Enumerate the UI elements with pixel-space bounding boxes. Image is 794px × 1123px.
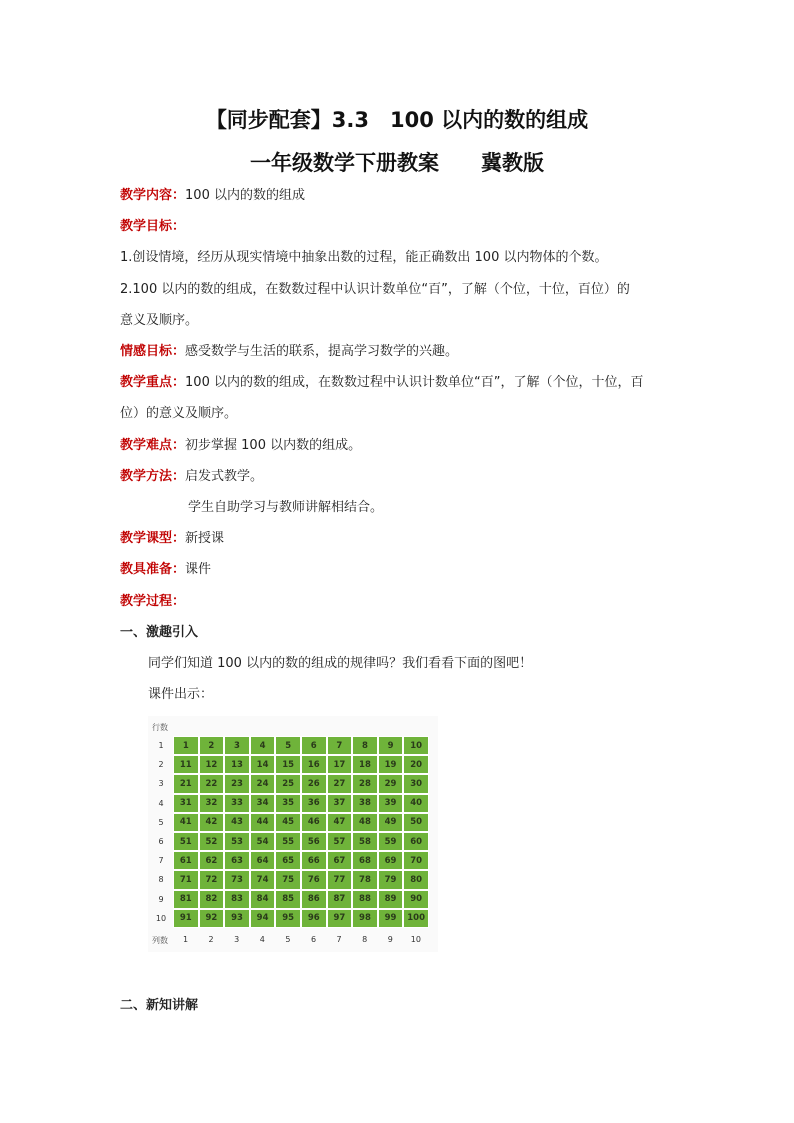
grid-cell: 100 (403, 909, 429, 928)
row-number: 6 (158, 837, 164, 846)
grid-cell: 98 (352, 909, 378, 928)
grid-cell: 56 (301, 832, 327, 851)
grid-cell: 5 (275, 736, 301, 755)
hundred-chart (148, 716, 438, 952)
emotion-line: 情感目标：感受数学与生活的联系，提高学习数学的兴趣。 (120, 344, 459, 359)
grid-cell: 26 (301, 774, 327, 793)
colon: ： (172, 188, 186, 203)
grid-cell: 68 (352, 851, 378, 870)
grid-cell: 40 (403, 794, 429, 813)
grid-cell: 80 (403, 870, 429, 889)
grid-cell: 62 (199, 851, 225, 870)
grid-cell: 65 (275, 851, 301, 870)
page-title: 【同步配套】3.3 100 以内的数的组成 (205, 108, 589, 132)
grid-cell: 11 (173, 755, 199, 774)
grid-cell: 43 (224, 813, 250, 832)
grid-cell: 46 (301, 813, 327, 832)
section-1-heading: 一、激趣引入 (120, 625, 199, 640)
row-number: 3 (158, 779, 164, 789)
grid-cell: 71 (173, 870, 199, 889)
goal-1: 1.创设情境，经历从现实情境中抽象出数的过程，能正确数出 100 以内物体的个数。 (120, 250, 608, 265)
content-line (120, 187, 690, 205)
grid-cell: 33 (224, 794, 250, 813)
grid-cell: 70 (403, 851, 429, 870)
grid-cell: 52 (199, 832, 225, 851)
grid-cell: 12 (199, 755, 225, 774)
grid-cell: 38 (352, 794, 378, 813)
grid-cell: 61 (173, 851, 199, 870)
grid-cell: 69 (378, 851, 404, 870)
grid-cell: 27 (327, 774, 353, 793)
row-number: 10 (155, 913, 167, 923)
process-line: 教学过程： (120, 594, 186, 609)
row-number: 1 (158, 741, 164, 750)
page-subtitle: 一年级数学下册教案 冀教版 (250, 151, 544, 175)
method-text-1: 启发式教学。 (185, 469, 264, 484)
grid-cell: 37 (327, 794, 353, 813)
grid-cell: 83 (224, 890, 250, 909)
grid-cell: 66 (301, 851, 327, 870)
method-text-2: 学生自助学习与教师讲解相结合。 (188, 500, 384, 515)
content-label: 教学内容 (120, 188, 173, 203)
goals-label: 教学目标 (120, 219, 173, 234)
row-number: 9 (158, 894, 164, 904)
grid-cell: 82 (199, 890, 225, 909)
goal-2-line2: 意义及顺序。 (120, 313, 199, 328)
grid-cell: 48 (352, 813, 378, 832)
grid-cell: 4 (250, 736, 276, 755)
grid-cell: 20 (403, 755, 429, 774)
grid-cell: 86 (301, 890, 327, 909)
grid-cell: 60 (403, 832, 429, 851)
grid-cell: 9 (378, 736, 404, 755)
intro-text: 同学们知道 100 以内的数的组成的规律吗？我们看看下面的图吧！ (148, 656, 533, 671)
grid-cell: 59 (378, 832, 404, 851)
grid-cell: 32 (199, 794, 225, 813)
grid-cell: 3 (224, 736, 250, 755)
difficulty-text: 初步掌握 100 以内数的组成。 (185, 438, 362, 453)
grid-cell: 31 (173, 794, 199, 813)
grid-cell: 96 (301, 909, 327, 928)
grid-cell: 36 (301, 794, 327, 813)
tools-label: 教具准备 (120, 562, 173, 577)
grid-cell: 74 (250, 870, 276, 889)
number-grid (173, 736, 429, 928)
grid-cell: 23 (224, 774, 250, 793)
grid-cell: 13 (224, 755, 250, 774)
grid-cell: 77 (327, 870, 353, 889)
grid-cell: 44 (250, 813, 276, 832)
grid-cell: 54 (250, 832, 276, 851)
grid-cell: 21 (173, 774, 199, 793)
row-number: 5 (158, 817, 164, 827)
grid-cell: 88 (352, 890, 378, 909)
difficulty-label: 教学难点 (120, 438, 173, 453)
grid-cell: 49 (378, 813, 404, 832)
column-number: 1 (182, 935, 189, 944)
column-number: 5 (285, 935, 291, 944)
column-number: 8 (362, 935, 368, 944)
grid-cell: 57 (327, 832, 353, 851)
grid-cell: 28 (352, 774, 378, 793)
process-label: 教学过程 (120, 594, 173, 609)
grid-cell: 79 (378, 870, 404, 889)
grid-cell: 14 (250, 755, 276, 774)
grid-cell: 6 (301, 736, 327, 755)
key-line: 教学重点：100 以内的数的组成，在数数过程中认识计数单位“百”，了解（个位，十位，百 (120, 375, 644, 390)
key-text-1: 100 以内的数的组成，在数数过程中认识计数单位“百”，了解（个位，十位，百 (185, 375, 644, 390)
grid-cell: 41 (173, 813, 199, 832)
grid-cell: 91 (173, 909, 199, 928)
column-number: 3 (234, 935, 240, 944)
grid-cell: 50 (403, 813, 429, 832)
grid-cell: 45 (275, 813, 301, 832)
row-number: 4 (158, 798, 164, 808)
tools-line: 教具准备：课件 (120, 562, 212, 577)
grid-cell: 95 (275, 909, 301, 928)
grid-cell: 34 (250, 794, 276, 813)
row-number: 8 (158, 875, 164, 885)
key-text-2: 位）的意义及顺序。 (120, 406, 238, 421)
grid-cell: 18 (352, 755, 378, 774)
grid-cell: 51 (173, 832, 199, 851)
grid-cell: 39 (378, 794, 404, 813)
row-number: 7 (158, 856, 164, 866)
grid-cell: 2 (199, 736, 225, 755)
grid-cell: 84 (250, 890, 276, 909)
col-axis-label: 列数 (152, 936, 168, 945)
grid-cell: 64 (250, 851, 276, 870)
grid-cell: 15 (275, 755, 301, 774)
grid-cell: 94 (250, 909, 276, 928)
grid-cell: 92 (199, 909, 225, 928)
column-number: 7 (336, 935, 342, 944)
column-number: 2 (208, 935, 214, 944)
column-number: 6 (310, 935, 317, 944)
grid-cell: 87 (327, 890, 353, 909)
grid-cell: 72 (199, 870, 225, 889)
grid-cell: 58 (352, 832, 378, 851)
grid-cell: 73 (224, 870, 250, 889)
grid-cell: 85 (275, 890, 301, 909)
grid-cell: 99 (378, 909, 404, 928)
grid-cell: 16 (301, 755, 327, 774)
grid-cell: 29 (378, 774, 404, 793)
grid-cell: 78 (352, 870, 378, 889)
method-label: 教学方法 (120, 469, 173, 484)
column-number: 10 (410, 935, 421, 944)
content-text: 100 以内的数的组成 (185, 188, 305, 203)
method-line: 教学方法：启发式教学。 (120, 469, 264, 484)
emotion-text: 感受数学与生活的联系，提高学习数学的兴趣。 (185, 344, 459, 359)
goals-line: 教学目标： (120, 219, 186, 234)
grid-cell: 22 (199, 774, 225, 793)
grid-cell: 75 (275, 870, 301, 889)
grid-cell: 53 (224, 832, 250, 851)
grid-cell: 1 (173, 736, 199, 755)
grid-cell: 93 (224, 909, 250, 928)
grid-cell: 35 (275, 794, 301, 813)
column-number: 9 (387, 935, 393, 944)
grid-cell: 81 (173, 890, 199, 909)
grid-cell: 19 (378, 755, 404, 774)
row-axis-label: 行数 (152, 723, 168, 732)
grid-cell: 30 (403, 774, 429, 793)
grid-cell: 17 (327, 755, 353, 774)
goal-2-line1: 2.100 以内的数的组成，在数数过程中认识计数单位“百”，了解（个位，十位，百位）的 (120, 282, 630, 297)
show-text: 课件出示： (148, 687, 214, 702)
grid-cell: 8 (352, 736, 378, 755)
grid-cell: 47 (327, 813, 353, 832)
row-number: 2 (158, 760, 164, 770)
section-2-heading: 二、新知讲解 (120, 998, 199, 1013)
type-text: 新授课 (185, 531, 225, 546)
grid-cell: 89 (378, 890, 404, 909)
tools-text: 课件 (185, 562, 212, 577)
grid-cell: 42 (199, 813, 225, 832)
grid-cell: 10 (403, 736, 429, 755)
type-label: 教学课型 (120, 531, 173, 546)
grid-cell: 63 (224, 851, 250, 870)
type-line: 教学课型：新授课 (120, 531, 225, 546)
grid-cell: 55 (275, 832, 301, 851)
grid-cell: 7 (327, 736, 353, 755)
difficulty-line: 教学难点：初步掌握 100 以内数的组成。 (120, 438, 362, 453)
grid-cell: 67 (327, 851, 353, 870)
grid-cell: 24 (250, 774, 276, 793)
emotion-label: 情感目标 (120, 344, 173, 359)
grid-cell: 97 (327, 909, 353, 928)
column-number: 4 (259, 935, 265, 944)
grid-cell: 90 (403, 890, 429, 909)
grid-cell: 76 (301, 870, 327, 889)
grid-cell: 25 (275, 774, 301, 793)
key-label: 教学重点 (120, 375, 173, 390)
